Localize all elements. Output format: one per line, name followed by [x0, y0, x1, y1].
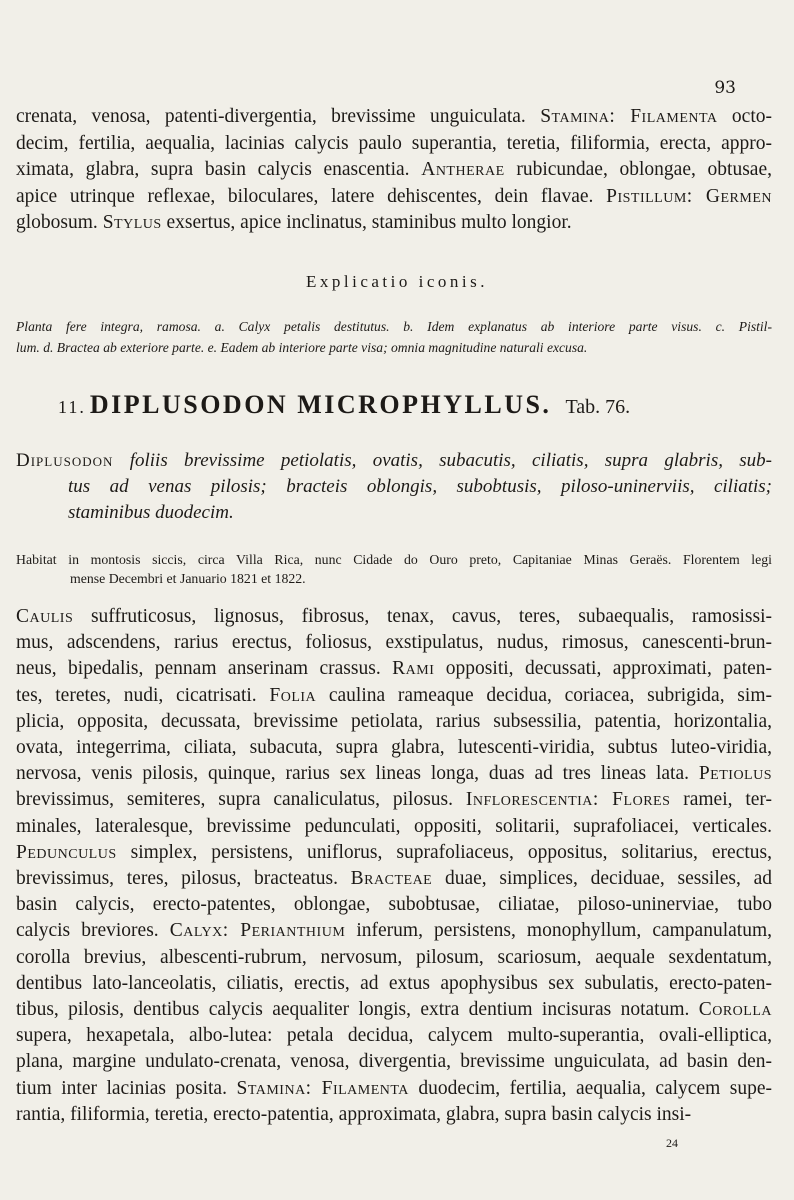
explicatio-text	[16, 316, 772, 358]
genus-name: Diplusodon	[16, 450, 114, 471]
small-caps-term: Bracteae	[350, 868, 433, 890]
page-number: 93	[714, 78, 736, 98]
top-paragraph	[16, 104, 772, 237]
text-line: brevissimus, semiteres, supra canaliculatus, pilosus. Inflorescentia: Flores ramei, ter-	[16, 789, 773, 811]
text-line: ximata, glabra, supra basin calycis enascentia. Antherae rubicundae, oblongae, obtusae,	[16, 159, 772, 181]
signature-mark: 24	[666, 1136, 678, 1150]
diagnosis-line: tus ad venas pilosis; bracteis oblongis, subobtusis, piloso-uninerviis, ciliatis;	[68, 476, 772, 497]
small-caps-term: Calyx: Perianthium	[169, 920, 346, 942]
habitat	[16, 550, 772, 588]
small-caps-term: Stamina: Filamenta	[236, 1077, 409, 1099]
text-line: crenata, venosa, patenti-divergentia, brevissime unguiculata. Stamina: Filamenta octo-	[16, 106, 772, 127]
text-line: ovata, integerrima, ciliata, subacuta, supra glabra, lutescenti-viridia, subtus luteo-viridia,	[16, 737, 772, 759]
text-line: decim, fertilia, aequalia, lacinias calycis paulo superantia, teretia, filiformia, erecta, appro-	[16, 132, 772, 154]
small-caps-term: Pedunculus	[16, 841, 117, 863]
small-caps-term: Antherae	[421, 159, 505, 181]
diagnosis-line: Diplusodon foliis brevissime petiolatis, ovatis, subacutis, ciliatis, supra glabris, sub-	[16, 450, 772, 471]
text-line: tes, teretes, nudi, cicatrisati. Folia caulina rameaque decidua, coriacea, subrigida, sim-	[16, 684, 772, 706]
text-line: tium inter lacinias posita. Stamina: Filamenta duodecim, fertilia, aequalia, calycem supe-	[16, 1077, 773, 1099]
habitat-line: Habitat in montosis siccis, circa Villa Rica, nunc Cidade do Ouro preto, Capitaniae Minas Geraës. Florentem legi	[16, 552, 772, 567]
small-caps-term: Stamina: Filamenta	[540, 106, 718, 127]
small-caps-term: Corolla	[698, 999, 772, 1021]
explicatio-title: Explicatio iconis.	[306, 272, 488, 291]
text-line: neus, bipedalis, pennam anserinam crassus. Rami oppositi, decussati, approximati, paten-	[16, 658, 773, 680]
text-line: calycis breviores. Calyx: Perianthium inferum, persistens, monophyllum, campanulatum,	[16, 920, 772, 942]
text-line: plicia, opposita, decussata, brevissime petiolata, rarius subsessilia, patentia, horizontalia,	[16, 710, 772, 732]
text-line: basin calycis, erecto-patentes, oblongae, subobtusae, ciliatae, piloso-uninerviae, tubo	[16, 894, 772, 916]
text-line: nervosa, venis pilosis, quinque, rarius sex lineas longa, duas ad tres lineas lata. Petiolus	[16, 763, 772, 785]
explicatio-line: Planta fere integra, ramosa. a. Calyx petalis destitutus. b. Idem explanatus ab interiore parte visus. c. Pistil-	[16, 319, 772, 334]
explicatio-line: lum. d. Bractea ab exteriore parte. e. Eadem ab interiore parte visa; omnia magnitudine naturali excusa.	[16, 340, 588, 355]
diagnosis-line: staminibus duodecim.	[68, 502, 234, 523]
species-heading	[58, 390, 630, 420]
small-caps-term: Inflorescentia: Flores	[465, 789, 671, 811]
text-line: rantia, filiformia, teretia, erecto-patentia, approximata, glabra, supra basin calycis insi-	[16, 1103, 692, 1125]
plate-reference: Tab. 76.	[565, 396, 631, 418]
diagnosis	[16, 448, 772, 526]
text-line: tibus, pilosis, dentibus calycis aequaliter longis, extra dentium incisuras notatum. Corolla	[16, 999, 772, 1021]
text-line: dentibus lato-lanceolatis, ciliatis, erectis, ad extus apophysibus sex subulatis, erecto-paten-	[16, 972, 772, 994]
text-line: apice utrinque reflexae, biloculares, latere dehiscentes, dein flavae. Pistillum: Germen	[16, 185, 773, 207]
text-line: supera, hexapetala, albo-lutea: petala decidua, calycem multo-superantia, ovali-elliptica,	[16, 1025, 772, 1047]
small-caps-term: Rami	[392, 658, 435, 680]
text-line: minales, lateralesque, brevissime pedunculati, oppositi, solitarii, suprafoliacei, verticales.	[16, 815, 772, 837]
small-caps-term: Pistillum: Germen	[606, 185, 773, 207]
text-line: globosum. Stylus exsertus, apice inclinatus, staminibus multo longior.	[16, 212, 572, 234]
small-caps-term: Folia	[269, 684, 317, 706]
text-line: mus, adscendens, rarius erectus, foliosus, exstipulatus, nudus, rimosus, canescenti-brun-	[16, 632, 772, 654]
species-name: DIPLUSODON MICROPHYLLUS.	[89, 390, 552, 419]
text-line: plana, margine undulato-crenata, venosa, divergentia, brevissime unguiculata, ad basin den-	[16, 1051, 772, 1073]
text-line: Pedunculus simplex, persistens, uniflorus, suprafoliaceus, oppositus, solitarius, erectus,	[16, 841, 772, 863]
habitat-line: mense Decembri et Januario 1821 et 1822.	[70, 571, 306, 586]
description-paragraph	[16, 604, 772, 1128]
small-caps-term: Caulis	[16, 606, 74, 627]
text-line: brevissimus, teres, pilosus, bracteatus. Bracteae duae, simplices, deciduae, sessiles, ad	[16, 868, 772, 890]
text-line: corolla brevius, albescenti-rubrum, nervosum, pilosum, scariosum, aequale sexdentatum,	[16, 946, 772, 968]
small-caps-term: Stylus	[102, 212, 162, 234]
small-caps-term: Petiolus	[698, 763, 772, 785]
text-line: Caulis suffruticosus, lignosus, fibrosus, tenax, cavus, teres, subaequalis, ramosissi-	[16, 606, 772, 627]
species-number: 11.	[58, 397, 86, 417]
